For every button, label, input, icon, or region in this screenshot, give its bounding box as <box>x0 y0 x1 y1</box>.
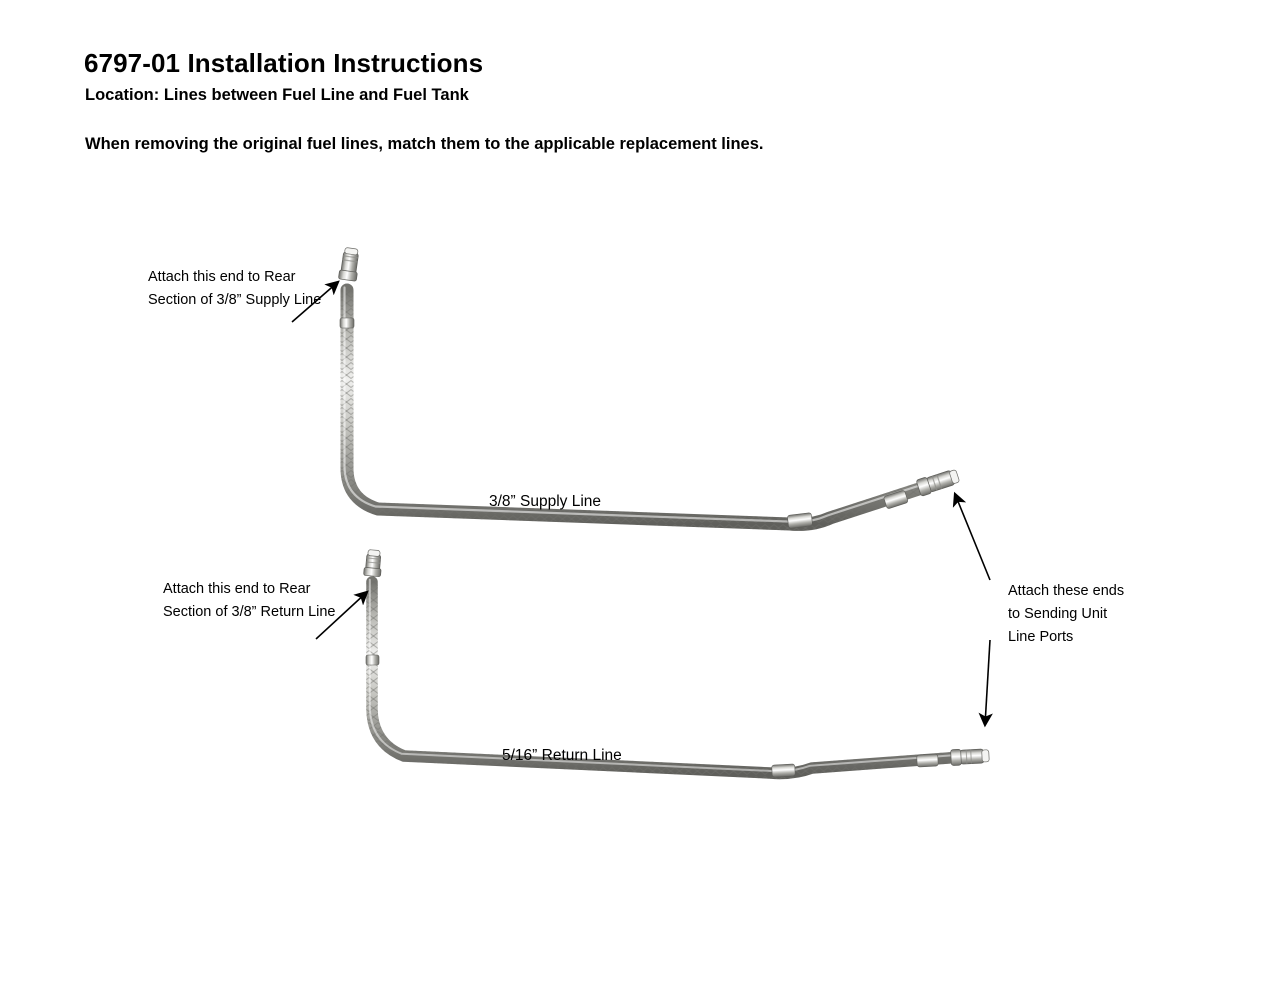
return-line-right-fitting <box>951 748 990 766</box>
callout-sending-unit-ports: Attach these ends to Sending Unit Line Ports <box>1008 583 1125 645</box>
leader-sending-unit-upper <box>955 494 990 580</box>
return-line-upper-fitting <box>364 549 383 576</box>
label-return-line: 5/16” Return Line <box>502 747 622 764</box>
supply-line-right-fitting <box>916 468 960 497</box>
page-title: 6797-01 Installation Instructions <box>84 48 484 78</box>
leader-sending-unit-lower <box>985 640 990 725</box>
callout-supply-end: Attach this end to Rear Section of 3/8” Supply Line <box>148 269 322 308</box>
callout-return-end: Attach this end to Rear Section of 3/8” Return Line <box>163 581 336 620</box>
label-supply-line: 3/8” Supply Line <box>489 493 602 510</box>
instruction-text: When removing the original fuel lines, match them to the applicable replacement lines. <box>85 135 764 153</box>
supply-line-assembly <box>338 247 960 528</box>
page-subtitle: Location: Lines between Fuel Line and Fuel Tank <box>85 86 469 104</box>
supply-line-upper-fitting <box>338 247 360 281</box>
return-line-assembly <box>364 549 990 777</box>
